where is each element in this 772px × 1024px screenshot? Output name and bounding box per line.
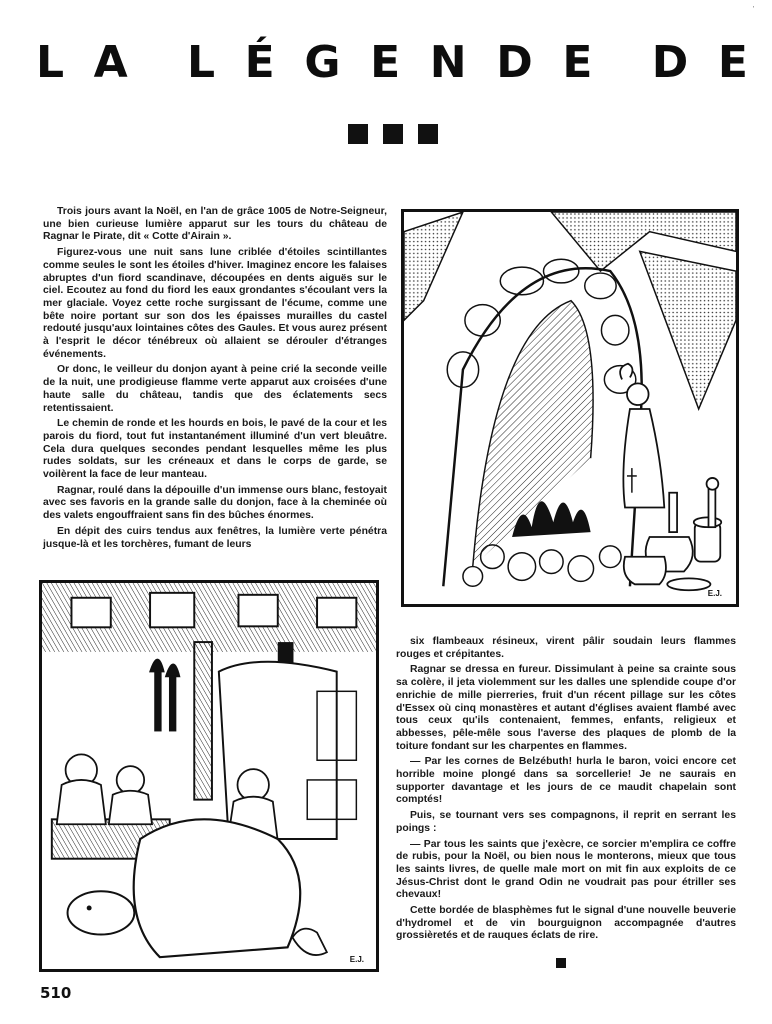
article-paragraph: En dépit des cuirs tendus aux fenêtres, la lumière verte pénétra jusque-là et les torchères, fumant de leurs	[43, 525, 387, 550]
title-letter: E	[370, 37, 401, 88]
title-letter: É	[244, 37, 275, 88]
title-letter: A	[93, 37, 128, 88]
artist-signature: E.J.	[349, 955, 364, 964]
article-paragraph: six flambeaux résineux, virent pâlir soudain leurs flammes rouges et crépitantes.	[396, 636, 736, 660]
title-letter: D	[496, 37, 533, 88]
title-ornament	[348, 124, 438, 144]
title-letter: L	[36, 37, 65, 88]
title-letter: D	[651, 37, 689, 88]
article-column-right	[396, 636, 736, 946]
article-paragraph: Figurez-vous une nuit sans lune criblée d'étoiles scintillantes comme seules le sont les étoiles d'hiver. Imaginez encore les falaises abruptes d'un fiord scandinave, découpées en dents aiguës sur le ciel. Ecoutez au fond du fiord les eaux grondantes s'écoulant vers la mer glaciale. Voyez cette roche surgissant de l'écume, comme une bête noire portant sur son dos les épaisses murailles du castel redouté jusqu'aux lointaines côtes des Gaules. Et vous aurez présent à l'esprit le décor ténébreux où allaient se dérouler d'étranges événements.	[43, 247, 387, 360]
article-paragraph: Cette bordée de blasphèmes fut le signal d'une nouvelle beuverie d'hydromel et de vin bourguignon accompagnée d'autres grossièretés et de rauques éclats de rire.	[396, 905, 736, 942]
monk-fireplace-drawing	[404, 212, 736, 604]
title-letter: L	[186, 37, 216, 88]
article-paragraph: Ragnar se dressa en fureur. Dissimulant à peine sa crainte sous sa colère, il jeta violemment sur les dalles une splendide coupe d'or enrichie de mille pierreries, fruit d'un récent pillage sur les côtes d'Essex où cinq monastères et autant d'églises avaient flambé avec tous ceux qu'ils contenaient, femmes, enfants, religieux et abbesses, pêle-mêle sous l'averse des plaques de plomb de la toiture fondant sur les charpentes en flammes.	[396, 664, 736, 752]
title-letter: G	[304, 37, 341, 88]
ornament-square	[418, 124, 438, 144]
article-paragraph: — Par tous les saints que j'exècre, ce sorcier m'emplira ce coffre de rubis, pour la Noël, ou bien nous le monterons, mieux que tous les saints livres, de quelle male mort on mit fin aux exploits de ce Jésus-Christ dont le grand Odin ne voudrait pas pour étriller ses chevaux!	[396, 838, 736, 901]
article-paragraph: Le chemin de ronde et les hourds en bois, le pavé de la cour et les parois du fiord, tout fut instantanément illuminé d'un vert bleuâtre. Cela dura quelques secondes pendant lesquelles même les plus rudes soldats, sur les créneaux et dans le corps de garde, se voilèrent la face de leur manteau.	[43, 418, 387, 481]
page-title	[36, 38, 748, 88]
end-of-article-mark	[556, 958, 566, 968]
illustration-banquet-hall	[39, 580, 379, 972]
banquet-hall-drawing	[42, 583, 376, 969]
article-paragraph: Or donc, le veilleur du donjon ayant à peine crié la seconde veille de la nuit, une prodigieuse flamme verte apparut aux croisées d'une haute salle du château, tandis que des éclatements secs retentissaient.	[43, 364, 387, 414]
article-paragraph: Ragnar, roulé dans la dépouille d'un immense ours blanc, festoyait avec ses favoris en la grande salle du donjon, face à la cheminée où des valets engouffraient sans fin des bûches énormes.	[43, 484, 387, 522]
article-paragraph: Puis, se tournant vers ses compagnons, il reprit en serrant les poings :	[396, 810, 736, 834]
ornament-square	[348, 124, 368, 144]
page-number: 510	[40, 984, 72, 1002]
article-paragraph: Trois jours avant la Noël, en l'an de grâce 1005 de Notre-Seigneur, une bien curieuse lumière apparut sur les tours du château de Ragnar le Pirate, dit « Cotte d'Airain ».	[43, 206, 387, 243]
title-letter: E	[562, 37, 593, 88]
illustration-monk-fireplace	[401, 209, 739, 607]
title-letter: E	[717, 37, 748, 88]
corner-mark: '	[752, 6, 754, 13]
artist-signature: E.J.	[707, 589, 722, 598]
ornament-square	[383, 124, 403, 144]
title-letter: N	[429, 37, 467, 88]
article-column-left	[43, 206, 387, 554]
article-paragraph: — Par les cornes de Belzébuth! hurla le baron, voici encore cet horrible moine plongé dans sa sorcellerie! Je ne saurais en supporter davantage et les jours de ce maudit chapelain sont comptés!	[396, 756, 736, 806]
